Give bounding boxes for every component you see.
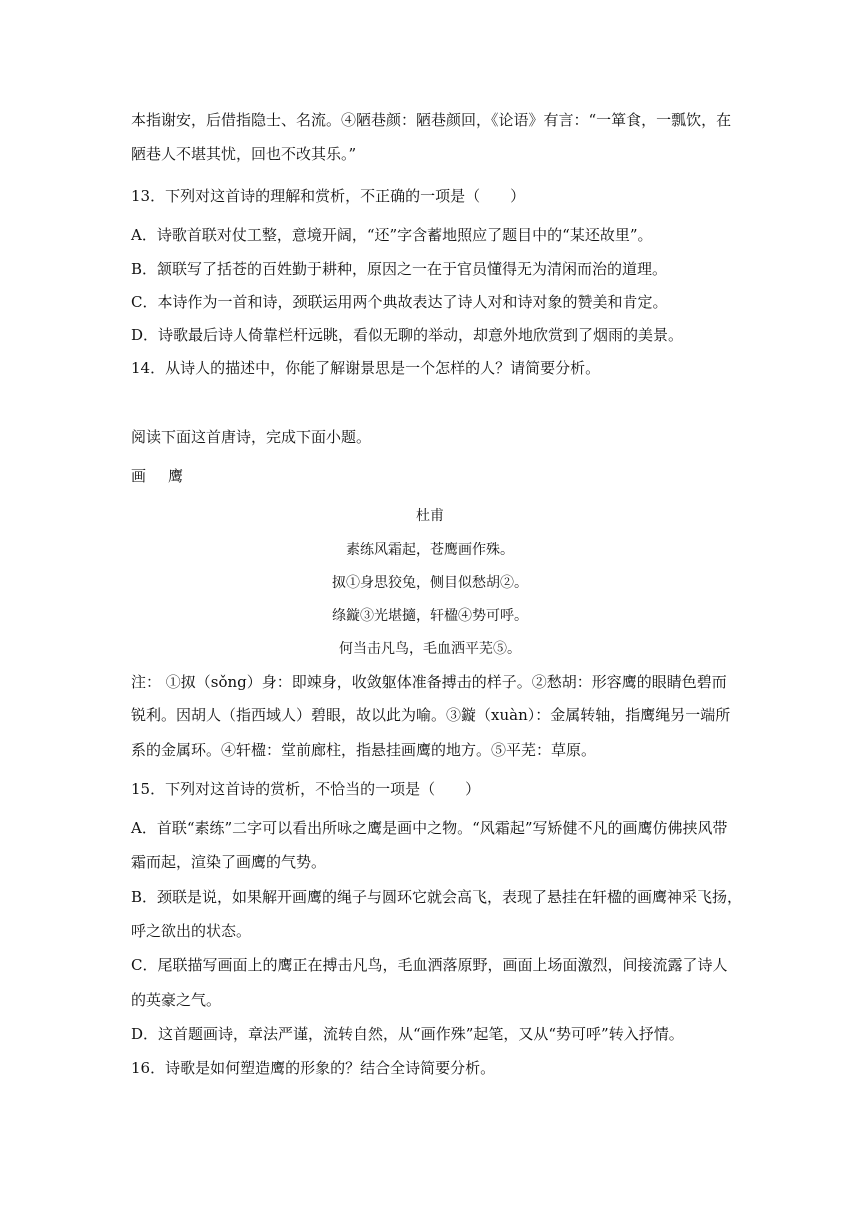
question-13-option-d: D．诗歌最后诗人倚靠栏杆远眺，看似无聊的举动，却意外地欣赏到了烟雨的美景。 — [131, 326, 684, 344]
poem-author: 杜甫 — [416, 508, 444, 524]
poem-line-4: 何当击凡鸟，毛血洒平芜⑤。 — [339, 641, 521, 657]
question-15-option-a-line-1: A．首联“素练”二字可以看出所咏之鹰是画中之物。“风霜起”写矫健不凡的画鹰仿佛挟风带 — [131, 819, 728, 837]
poem-title-char-1: 画 — [131, 467, 147, 485]
question-15-option-d: D．这首题画诗，章法严谨，流转自然，从“画作殊”起笔，又从“势可呼”转入抒情。 — [131, 1025, 684, 1043]
poem-line-1: 素练风霜起，苍鹰画作殊。 — [346, 542, 514, 558]
poem-note-line-3: 系的金属环。④轩楹：堂前廊柱，指悬挂画鹰的地方。⑤平芜：草原。 — [131, 741, 597, 759]
poem-line-3: 绦鏇③光堪擿，轩楹④势可呼。 — [332, 608, 528, 624]
question-14-stem: 14．从诗人的描述中，你能了解谢景思是一个怎样的人？请简要分析。 — [131, 359, 601, 377]
question-13-stem: 13．下列对这首诗的理解和赏析，不正确的一项是（ ） — [131, 187, 526, 205]
poem-title-char-2: 鹰 — [168, 467, 184, 485]
section-instruction: 阅读下面这首唐诗，完成下面小题。 — [131, 428, 372, 446]
question-15-option-b-line-1: B．颈联是说，如果解开画鹰的绳子与圆环它就会高飞，表现了悬挂在轩楹的画鹰神采飞扬， — [131, 888, 743, 906]
question-13-option-c: C．本诗作为一首和诗，颈联运用两个典故表达了诗人对和诗对象的赞美和肯定。 — [131, 293, 668, 311]
question-15-option-b-line-2: 呼之欲出的状态。 — [131, 922, 252, 940]
intro-note-line-2: 陋巷人不堪其忧，回也不改其乐。” — [131, 145, 357, 163]
question-15-option-c-line-1: C．尾联描写画面上的鹰正在搏击凡鸟，毛血洒落原野，画面上场面激烈，间接流露了诗人 — [131, 956, 728, 974]
poem-note-line-1: 注： ①㧐（sǒng）身：即竦身，收敛躯体准备搏击的样子。②愁胡：形容鹰的眼睛色碧而 — [131, 673, 727, 691]
poem-note-line-2: 锐利。因胡人（指西域人）碧眼，故以此为喻。③鏇（xuàn）：金属转轴，指鹰绳另一端所 — [131, 706, 731, 724]
question-13-option-a: A．诗歌首联对仗工整，意境开阔，“还”字含蓄地照应了题目中的“某还故里”。 — [131, 226, 653, 244]
question-15-option-a-line-2: 霜而起，渲染了画鹰的气势。 — [131, 853, 327, 871]
poem-line-2: 㧐①身思狡兔，侧目似愁胡②。 — [332, 575, 528, 591]
question-15-stem: 15．下列对这首诗的赏析，不恰当的一项是（ ） — [131, 780, 481, 798]
question-15-option-c-line-2: 的英豪之气。 — [131, 991, 222, 1009]
question-16-stem: 16．诗歌是如何塑造鹰的形象的？结合全诗简要分析。 — [131, 1059, 496, 1077]
poem-title — [131, 466, 183, 486]
question-13-option-b: B．颔联写了括苍的百姓勤于耕种，原因之一在于官员懂得无为清闲而治的道理。 — [131, 260, 668, 278]
intro-note-line-1: 本指谢安，后借指隐士、名流。④陋巷颜：陋巷颜回，《论语》有言：“一箪食，一瓢饮，在 — [131, 111, 732, 129]
